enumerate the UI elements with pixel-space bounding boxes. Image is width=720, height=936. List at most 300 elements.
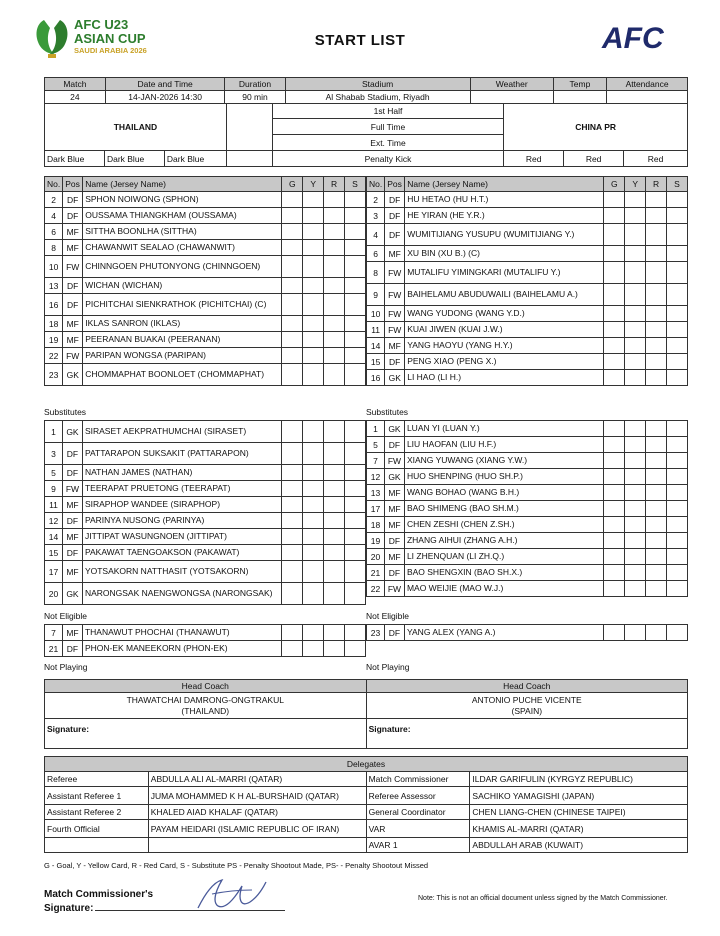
player-name: CHINNGOEN PHUTONYONG (CHINNGOEN) <box>83 256 282 278</box>
red-card-box <box>324 561 345 583</box>
player-name: CHOMMAPHAT BOONLOET (CHOMMAPHAT) <box>83 364 282 386</box>
yellow-card-box <box>625 306 646 322</box>
player-row <box>45 625 366 641</box>
red-card-box <box>646 306 667 322</box>
player-row <box>45 208 366 224</box>
delegate-name: ILDAR GARIFULIN (KYRGYZ REPUBLIC) <box>470 772 688 787</box>
substitute-box <box>345 240 366 256</box>
player-position: DF <box>384 437 404 453</box>
red-card-box <box>646 192 667 208</box>
player-position: DF <box>62 641 82 657</box>
away-kit-1: Red <box>504 151 564 167</box>
substitute-box <box>345 641 366 657</box>
goal-box <box>604 625 625 641</box>
player-number: 18 <box>367 517 385 533</box>
player-name: THANAWUT PHOCHAI (THANAWUT) <box>82 625 281 641</box>
substitute-box <box>667 322 688 338</box>
match-info-header: Weather <box>470 78 553 91</box>
home-coach-country: (THAILAND) <box>181 705 230 716</box>
col-y-header: Y <box>303 177 324 192</box>
red-card-box <box>324 240 345 256</box>
red-card-box <box>324 583 345 605</box>
yellow-card-box <box>625 208 646 224</box>
player-row <box>45 443 366 465</box>
player-name: CHEN ZESHI (CHEN Z.SH.) <box>404 517 603 533</box>
player-name: HE YIRAN (HE Y.R.) <box>405 208 604 224</box>
player-row <box>367 370 688 386</box>
substitute-box <box>667 338 688 354</box>
yellow-card-box <box>303 294 324 316</box>
substitute-box <box>345 316 366 332</box>
yellow-card-box <box>625 501 646 517</box>
player-number: 13 <box>367 485 385 501</box>
substitute-box <box>345 583 366 605</box>
player-name: WANG BOHAO (WANG B.H.) <box>404 485 603 501</box>
player-name: TEERAPAT PRUETONG (TEERAPAT) <box>82 481 281 497</box>
home-kit-1: Dark Blue <box>45 151 105 167</box>
player-position: FW <box>385 306 405 322</box>
substitute-box <box>345 421 366 443</box>
player-row <box>367 565 688 581</box>
substitute-box <box>667 549 688 565</box>
player-name: IKLAS SANRON (IKLAS) <box>83 316 282 332</box>
match-info-value <box>553 91 606 104</box>
player-number: 4 <box>45 208 63 224</box>
delegate-role: Assistant Referee 1 <box>45 787 149 805</box>
away-starters-table <box>366 176 688 386</box>
player-number: 4 <box>367 224 385 246</box>
player-number: 8 <box>45 240 63 256</box>
player-row <box>45 421 366 443</box>
player-row <box>45 529 366 545</box>
yellow-card-box <box>303 224 324 240</box>
yellow-card-box <box>625 338 646 354</box>
player-name: PARINYA NUSONG (PARINYA) <box>82 513 281 529</box>
player-number: 12 <box>45 513 63 529</box>
player-position: MF <box>62 529 82 545</box>
substitute-box <box>667 192 688 208</box>
player-position: FW <box>62 481 82 497</box>
home-head-coach-label: Head Coach <box>45 680 367 693</box>
player-name: PAKAWAT TAENGOAKSON (PAKAWAT) <box>82 545 281 561</box>
col-s-header: S <box>345 177 366 192</box>
player-number: 7 <box>45 625 63 641</box>
substitute-box <box>345 332 366 348</box>
goal-box <box>282 348 303 364</box>
player-name: PHON-EK MANEEKORN (PHON-EK) <box>82 641 281 657</box>
player-name: OUSSAMA THIANGKHAM (OUSSAMA) <box>83 208 282 224</box>
home-not-eligible-label: Not Eligible <box>44 611 87 621</box>
player-name: HUO SHENPING (HUO SH.P.) <box>404 469 603 485</box>
period-full-time: Full Time <box>272 119 504 135</box>
player-number: 5 <box>367 437 385 453</box>
player-number: 21 <box>367 565 385 581</box>
player-position: DF <box>384 533 404 549</box>
player-position: DF <box>385 208 405 224</box>
player-number: 19 <box>45 332 63 348</box>
home-team-name: THAILAND <box>45 104 227 151</box>
player-name: PATTARAPON SUKSAKIT (PATTARAPON) <box>82 443 281 465</box>
player-row <box>367 262 688 284</box>
red-card-box <box>324 481 345 497</box>
goal-box <box>282 497 303 513</box>
red-card-box <box>646 224 667 246</box>
player-row <box>367 284 688 306</box>
red-card-box <box>646 517 667 533</box>
substitute-box <box>345 348 366 364</box>
home-signature-field: Signature: <box>45 719 367 749</box>
player-row <box>367 625 688 641</box>
yellow-card-box <box>303 497 324 513</box>
delegates-table <box>44 756 688 853</box>
delegate-name: KHALED AIAD KHALAF (QATAR) <box>148 805 366 820</box>
player-name: SIRASET AEKPRATHUMCHAI (SIRASET) <box>82 421 281 443</box>
goal-box <box>282 583 303 605</box>
player-number: 14 <box>45 529 63 545</box>
player-name: BAO SHENGXIN (BAO SH.X.) <box>404 565 603 581</box>
player-row <box>367 354 688 370</box>
home-coach-name: THAWATCHAI DAMRONG-ONGTRAKUL <box>126 694 284 705</box>
yellow-card-box <box>625 354 646 370</box>
player-name: XU BIN (XU B.) (C) <box>405 246 604 262</box>
yellow-card-box <box>625 421 646 437</box>
goal-box <box>604 469 625 485</box>
player-number: 22 <box>367 581 385 597</box>
player-position: DF <box>62 545 82 561</box>
yellow-card-box <box>625 565 646 581</box>
substitute-box <box>345 364 366 386</box>
player-position: FW <box>63 256 83 278</box>
player-position: MF <box>63 224 83 240</box>
player-name: BAIHELAMU ABUDUWAILI (BAIHELAMU A.) <box>405 284 604 306</box>
away-not-eligible-label: Not Eligible <box>366 611 409 621</box>
substitute-box <box>345 465 366 481</box>
away-head-coach-label: Head Coach <box>366 680 687 693</box>
player-name: SITTHA BOONLHA (SITTHA) <box>83 224 282 240</box>
player-position: DF <box>63 208 83 224</box>
red-card-box <box>646 485 667 501</box>
substitute-box <box>667 581 688 597</box>
home-score-box <box>226 104 272 151</box>
player-row <box>45 641 366 657</box>
red-card-box <box>646 322 667 338</box>
home-substitutes-table <box>44 420 366 605</box>
svg-text:ASIAN CUP: ASIAN CUP <box>74 31 146 46</box>
red-card-box <box>646 262 667 284</box>
period-penalty-kick: Penalty Kick <box>272 151 504 167</box>
substitute-box <box>667 453 688 469</box>
substitute-box <box>667 437 688 453</box>
substitute-box <box>667 306 688 322</box>
player-name: HU HETAO (HU H.T.) <box>405 192 604 208</box>
yellow-card-box <box>303 278 324 294</box>
player-position: MF <box>384 501 404 517</box>
substitute-box <box>345 529 366 545</box>
player-row <box>367 501 688 517</box>
goal-box <box>604 338 625 354</box>
col-g-header: G <box>282 177 303 192</box>
col-no-header: No. <box>367 177 385 192</box>
delegate-row <box>45 805 688 820</box>
player-number: 6 <box>367 246 385 262</box>
player-number: 2 <box>367 192 385 208</box>
player-row <box>367 469 688 485</box>
goal-box <box>604 453 625 469</box>
red-card-box <box>324 465 345 481</box>
player-name: LIU HAOFAN (LIU H.F.) <box>404 437 603 453</box>
goal-box <box>282 513 303 529</box>
player-name: SPHON NOIWONG (SPHON) <box>83 192 282 208</box>
player-row <box>367 224 688 246</box>
player-row <box>45 240 366 256</box>
col-r-header: R <box>324 177 345 192</box>
svg-text:AFC U23: AFC U23 <box>74 17 129 32</box>
player-position: FW <box>384 581 404 597</box>
player-row <box>45 583 366 605</box>
player-number: 15 <box>367 354 385 370</box>
player-row <box>367 421 688 437</box>
substitute-box <box>345 208 366 224</box>
player-position: FW <box>385 284 405 306</box>
red-card-box <box>646 246 667 262</box>
yellow-card-box <box>303 625 324 641</box>
svg-text:SAUDI ARABIA 2026: SAUDI ARABIA 2026 <box>74 46 147 55</box>
red-card-box <box>324 332 345 348</box>
player-row <box>45 465 366 481</box>
player-name: YOTSAKORN NATTHASIT (YOTSAKORN) <box>82 561 281 583</box>
yellow-card-box <box>303 240 324 256</box>
yellow-card-box <box>303 421 324 443</box>
yellow-card-box <box>625 453 646 469</box>
player-position: DF <box>385 354 405 370</box>
delegate-name: KHAMIS AL-MARRI (QATAR) <box>470 820 688 838</box>
match-info-header: Match <box>45 78 106 91</box>
red-card-box <box>646 284 667 306</box>
red-card-box <box>646 437 667 453</box>
mc-signature-label-2: Signature: <box>44 903 94 914</box>
delegate-role: Assistant Referee 2 <box>45 805 149 820</box>
player-number: 8 <box>367 262 385 284</box>
player-row <box>45 256 366 278</box>
player-number: 2 <box>45 192 63 208</box>
yellow-card-box <box>303 481 324 497</box>
player-number: 14 <box>367 338 385 354</box>
match-info-header: Stadium <box>285 78 470 91</box>
yellow-card-box <box>625 485 646 501</box>
player-position: DF <box>62 443 82 465</box>
goal-box <box>282 443 303 465</box>
goal-box <box>604 421 625 437</box>
player-number: 5 <box>45 465 63 481</box>
red-card-box <box>324 421 345 443</box>
player-number: 6 <box>45 224 63 240</box>
player-number: 9 <box>367 284 385 306</box>
goal-box <box>282 625 303 641</box>
substitute-box <box>345 561 366 583</box>
player-position: MF <box>384 517 404 533</box>
player-position: DF <box>62 513 82 529</box>
goal-box <box>604 437 625 453</box>
match-info-value <box>607 91 688 104</box>
red-card-box <box>324 316 345 332</box>
away-kit-2: Red <box>564 151 624 167</box>
goal-box <box>282 224 303 240</box>
player-position: MF <box>62 497 82 513</box>
red-card-box <box>324 224 345 240</box>
red-card-box <box>324 513 345 529</box>
red-card-box <box>324 294 345 316</box>
goal-box <box>282 465 303 481</box>
delegate-name: PAYAM HEIDARI (ISLAMIC REPUBLIC OF IRAN) <box>148 820 366 838</box>
player-number: 1 <box>367 421 385 437</box>
goal-box <box>604 565 625 581</box>
red-card-box <box>646 549 667 565</box>
player-row <box>45 294 366 316</box>
period-1st-half: 1st Half <box>272 104 504 119</box>
player-number: 9 <box>45 481 63 497</box>
player-position: MF <box>63 316 83 332</box>
player-name: LI ZHENQUAN (LI ZH.Q.) <box>404 549 603 565</box>
substitute-box <box>667 625 688 641</box>
player-row <box>45 224 366 240</box>
yellow-card-box <box>303 192 324 208</box>
yellow-card-box <box>625 517 646 533</box>
goal-box <box>604 581 625 597</box>
substitute-box <box>345 625 366 641</box>
red-card-box <box>324 529 345 545</box>
player-row <box>367 533 688 549</box>
delegate-role: Referee Assessor <box>366 787 470 805</box>
player-name: MAO WEIJIE (MAO W.J.) <box>404 581 603 597</box>
yellow-card-box <box>625 469 646 485</box>
player-name: JITTIPAT WASUNGNOEN (JITTIPAT) <box>82 529 281 545</box>
red-card-box <box>324 497 345 513</box>
player-row <box>367 322 688 338</box>
player-row <box>367 246 688 262</box>
away-team-name: CHINA PR <box>504 104 688 151</box>
player-number: 12 <box>367 469 385 485</box>
player-row <box>367 306 688 322</box>
goal-box <box>604 284 625 306</box>
yellow-card-box <box>625 322 646 338</box>
delegate-role: AVAR 1 <box>366 838 470 853</box>
col-y-header: Y <box>625 177 646 192</box>
teams-block <box>44 103 688 167</box>
yellow-card-box <box>303 513 324 529</box>
goal-box <box>604 354 625 370</box>
goal-box <box>604 192 625 208</box>
period-ext-time: Ext. Time <box>272 135 504 151</box>
player-row <box>45 332 366 348</box>
yellow-card-box <box>625 246 646 262</box>
player-name: CHAWANWIT SEALAO (CHAWANWIT) <box>83 240 282 256</box>
home-kit-3: Dark Blue <box>164 151 226 167</box>
player-position: MF <box>384 549 404 565</box>
player-position: DF <box>384 625 404 641</box>
goal-box <box>604 246 625 262</box>
player-position: DF <box>63 192 83 208</box>
yellow-card-box <box>625 192 646 208</box>
player-number: 7 <box>367 453 385 469</box>
col-pos-header: Pos <box>63 177 83 192</box>
goal-box <box>282 529 303 545</box>
player-row <box>45 348 366 364</box>
substitute-box <box>345 294 366 316</box>
home-starters-table <box>44 176 366 386</box>
goal-box <box>604 533 625 549</box>
player-number: 10 <box>367 306 385 322</box>
col-name-header: Name (Jersey Name) <box>405 177 604 192</box>
substitute-box <box>345 545 366 561</box>
substitute-box <box>667 354 688 370</box>
delegate-row <box>45 838 688 853</box>
delegate-role: Referee <box>45 772 149 787</box>
player-row <box>367 581 688 597</box>
goal-box <box>282 364 303 386</box>
away-kit-3: Red <box>624 151 688 167</box>
home-head-coach <box>45 693 367 719</box>
goal-box <box>604 208 625 224</box>
player-name: YANG ALEX (YANG A.) <box>404 625 603 641</box>
player-number: 19 <box>367 533 385 549</box>
away-substitutes-table <box>366 420 688 597</box>
player-number: 22 <box>45 348 63 364</box>
player-name: LUAN YI (LUAN Y.) <box>404 421 603 437</box>
red-card-box <box>324 545 345 561</box>
goal-box <box>282 481 303 497</box>
player-number: 20 <box>45 583 63 605</box>
delegate-name: ABDULLAH ARAB (KUWAIT) <box>470 838 688 853</box>
substitute-box <box>667 485 688 501</box>
player-position: MF <box>62 625 82 641</box>
col-no-header: No. <box>45 177 63 192</box>
goal-box <box>604 517 625 533</box>
page-title: START LIST <box>314 32 406 49</box>
player-row <box>367 549 688 565</box>
goal-box <box>604 485 625 501</box>
match-info-header: Duration <box>225 78 285 91</box>
player-position: MF <box>62 561 82 583</box>
player-position: MF <box>385 246 405 262</box>
col-r-header: R <box>646 177 667 192</box>
delegate-role: Match Commissioner <box>366 772 470 787</box>
goal-box <box>282 561 303 583</box>
player-position: GK <box>385 370 405 386</box>
substitute-box <box>667 262 688 284</box>
player-name: WICHAN (WICHAN) <box>83 278 282 294</box>
yellow-card-box <box>625 549 646 565</box>
player-number: 11 <box>45 497 63 513</box>
yellow-card-box <box>303 545 324 561</box>
col-pos-header: Pos <box>385 177 405 192</box>
home-substitutes-label: Substitutes <box>44 407 87 417</box>
away-substitutes-label: Substitutes <box>366 407 409 417</box>
goal-box <box>282 316 303 332</box>
player-number: 17 <box>45 561 63 583</box>
player-position: DF <box>385 224 405 246</box>
player-position: DF <box>63 278 83 294</box>
yellow-card-box <box>625 224 646 246</box>
player-number: 16 <box>367 370 385 386</box>
player-name: NATHAN JAMES (NATHAN) <box>82 465 281 481</box>
red-card-box <box>324 625 345 641</box>
player-row <box>45 497 366 513</box>
afc-logo <box>600 20 690 54</box>
col-g-header: G <box>604 177 625 192</box>
substitute-box <box>667 421 688 437</box>
player-number: 11 <box>367 322 385 338</box>
substitute-box <box>667 208 688 224</box>
